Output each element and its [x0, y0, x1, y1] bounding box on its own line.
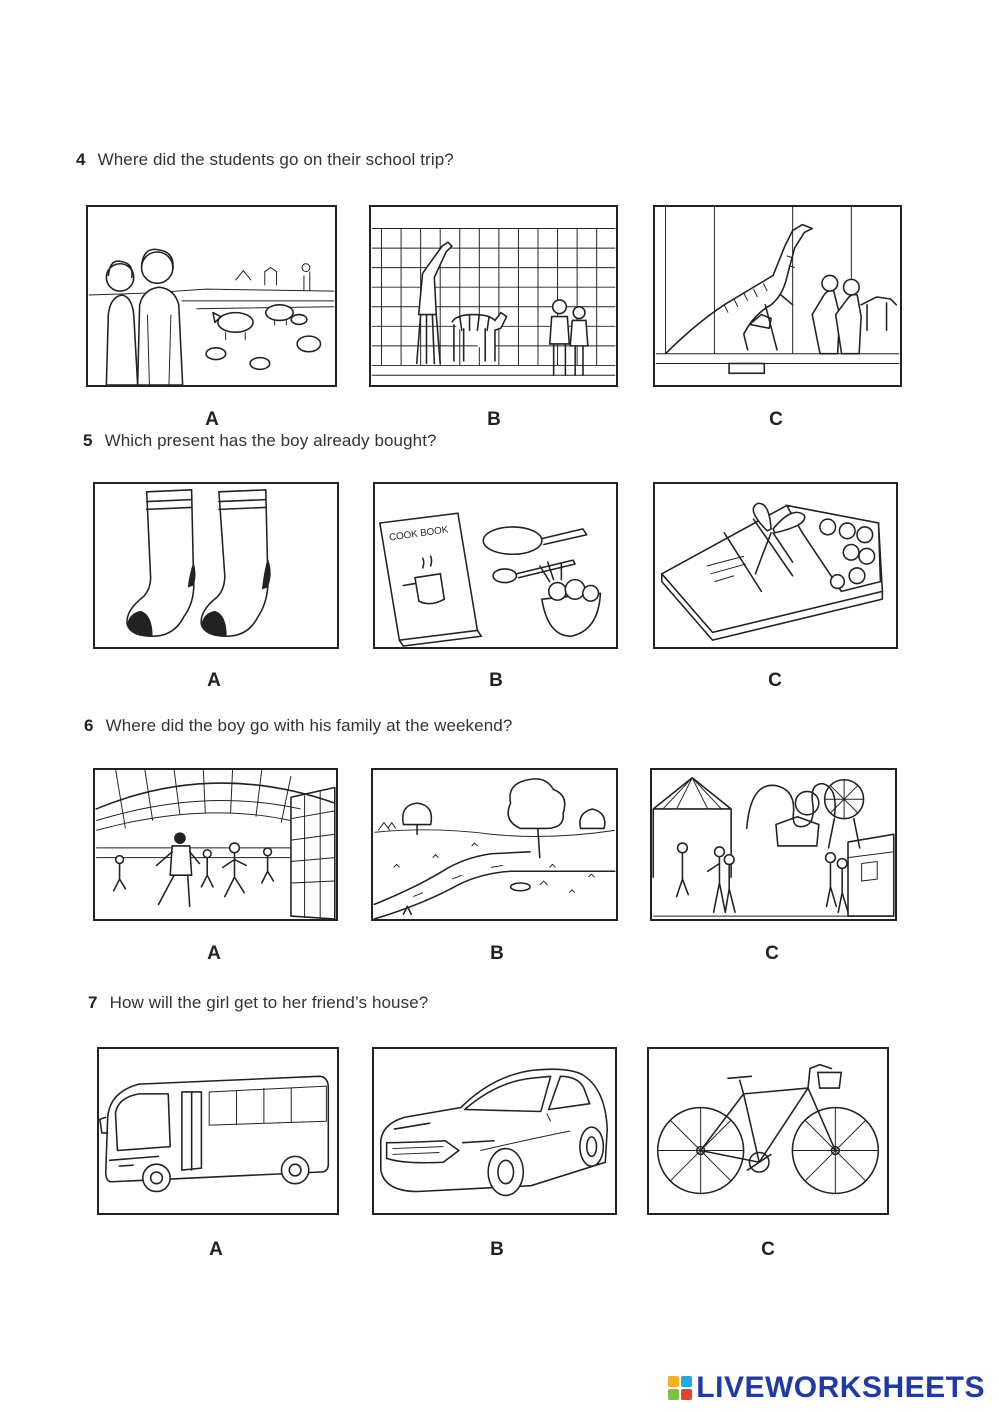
option-5c-picture[interactable] [653, 482, 898, 649]
option-4a-label: A [205, 409, 219, 430]
option-4c-picture[interactable] [653, 205, 902, 387]
option-6c-picture[interactable] [650, 768, 897, 921]
brand-name: LIVEWORKSHEETS [696, 1371, 985, 1404]
question-5 [83, 431, 437, 451]
park-river-icon [373, 770, 616, 919]
option-4a-picture[interactable] [86, 205, 337, 387]
question-text: Where did the students go on their school trip? [97, 150, 454, 169]
bicycle-icon [649, 1049, 887, 1213]
option-5b-label: B [489, 670, 503, 691]
question-number: 4 [76, 150, 86, 169]
option-7a-label: A [209, 1239, 223, 1260]
question-text: Which present has the boy already bought? [104, 431, 437, 450]
farm-field-icon [88, 207, 335, 385]
question-text: Where did the boy go with his family at the weekend? [105, 716, 513, 735]
option-7c-label: C [761, 1239, 775, 1260]
option-7b-label: B [490, 1239, 504, 1260]
option-5b-picture[interactable] [373, 482, 618, 649]
option-7a-picture[interactable] [97, 1047, 339, 1215]
option-5c-label: C [768, 670, 782, 691]
option-4b-picture[interactable] [369, 205, 618, 387]
car-icon [374, 1049, 615, 1213]
question-text: How will the girl get to her friend’s house? [109, 993, 429, 1012]
option-5a-label: A [207, 670, 221, 691]
liveworksheets-logo [668, 1370, 985, 1406]
cookbook-title: COOK BOOK [388, 524, 450, 544]
question-number: 6 [84, 716, 94, 735]
option-7b-picture[interactable] [372, 1047, 617, 1215]
museum-dinosaur-icon [655, 207, 900, 385]
question-number: 7 [88, 993, 98, 1012]
bus-icon [99, 1049, 337, 1213]
socks-icon [95, 484, 337, 647]
cookbook-icon [375, 484, 616, 647]
question-4 [76, 150, 454, 170]
logo-mark-icon [668, 1376, 692, 1400]
football-stadium-icon [95, 770, 336, 919]
option-6c-label: C [765, 943, 779, 964]
question-6 [84, 716, 512, 736]
option-6b-label: B [490, 943, 504, 964]
option-4c-label: C [769, 409, 783, 430]
option-6a-picture[interactable] [93, 768, 338, 921]
option-4b-label: B [487, 409, 501, 430]
option-5a-picture[interactable] [93, 482, 339, 649]
chocolate-box-icon [655, 484, 896, 647]
option-6a-label: A [207, 943, 221, 964]
zoo-giraffe-zebra-icon [371, 207, 616, 385]
question-number: 5 [83, 431, 93, 450]
funfair-icon [652, 770, 895, 919]
option-7c-picture[interactable] [647, 1047, 889, 1215]
option-6b-picture[interactable] [371, 768, 618, 921]
question-7 [88, 993, 428, 1013]
